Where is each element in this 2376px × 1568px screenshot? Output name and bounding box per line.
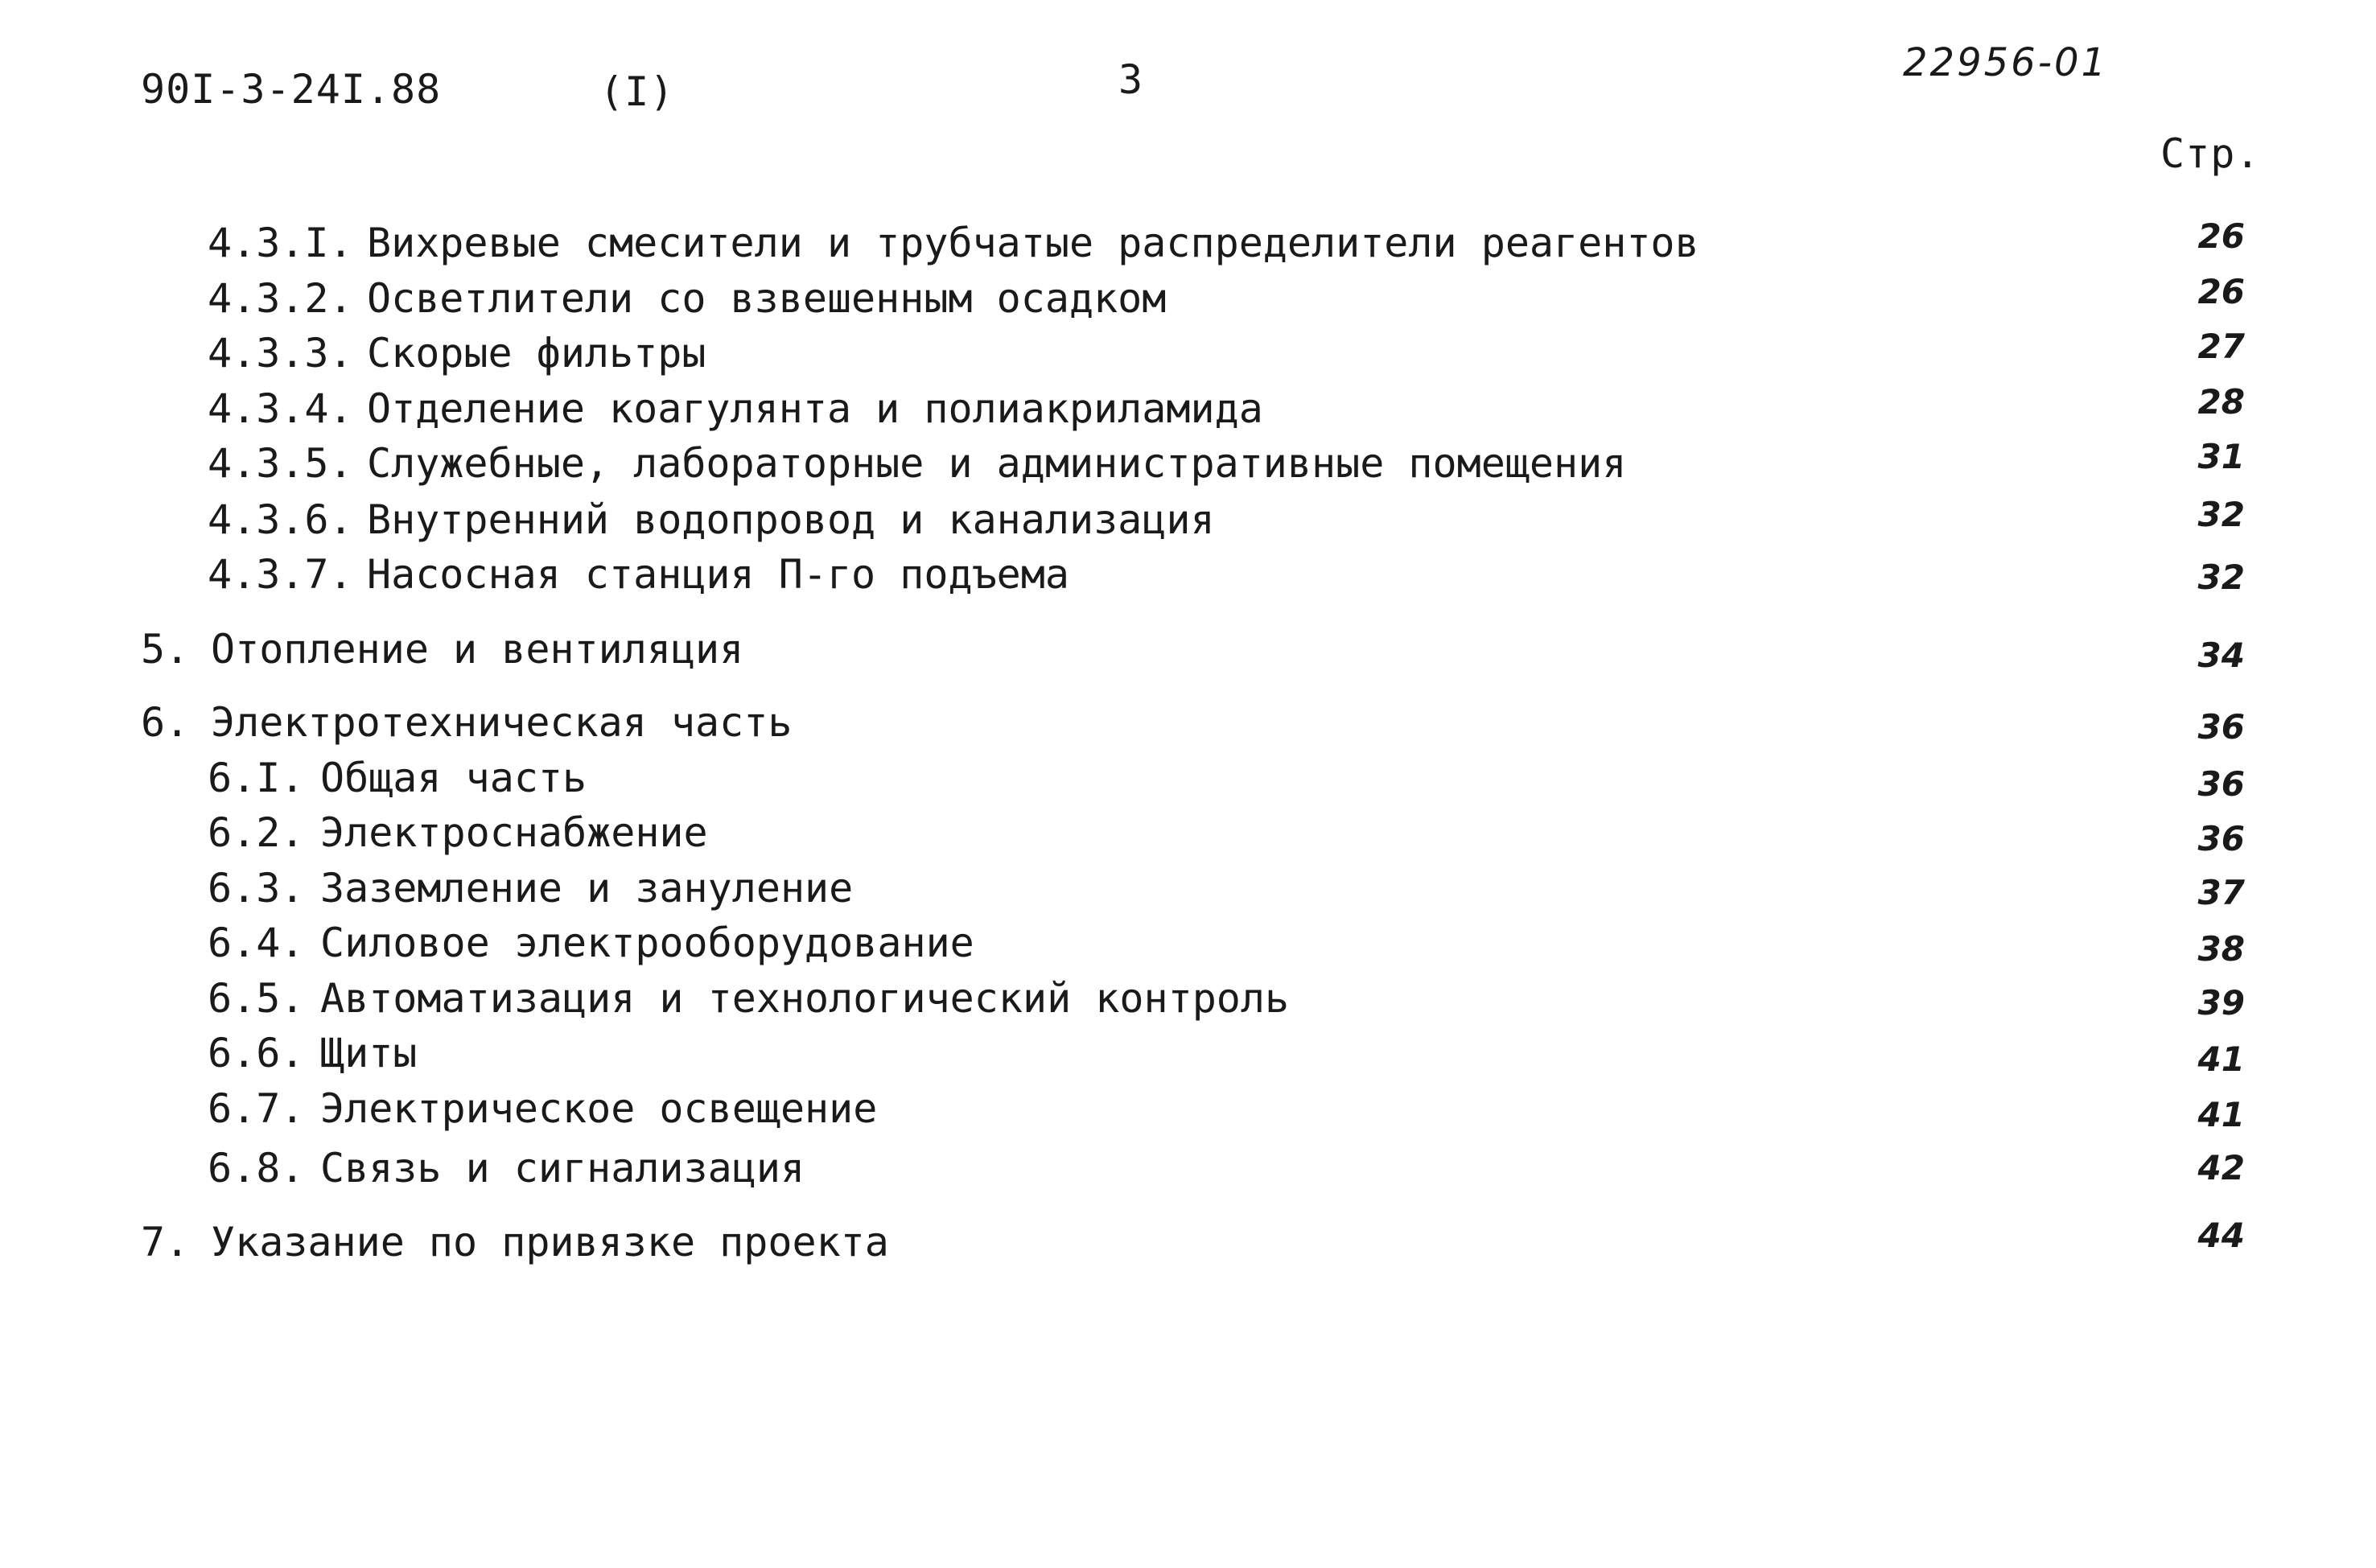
toc-entry-number: 6.2. (208, 809, 305, 856)
toc-entry (0, 625, 2376, 673)
toc-entry-number: 6.I. (208, 755, 305, 801)
toc-entry-title: Электротехническая часть (211, 699, 793, 746)
toc-entry (0, 919, 2376, 967)
document-part: (I) (599, 68, 675, 115)
toc-entry-number: 6.7. (208, 1085, 305, 1132)
toc-entry-page: 26 (2197, 272, 2245, 311)
toc-entry-page: 38 (2197, 929, 2245, 969)
toc-entry-number: 6.6. (208, 1030, 305, 1076)
toc-entry (0, 1029, 2376, 1077)
toc-entry (0, 496, 2376, 544)
toc-entry (0, 1084, 2376, 1133)
toc-entry-title: Отопление и вентиляция (211, 626, 744, 673)
toc-entry-page: 27 (2197, 327, 2245, 366)
toc-entry (0, 698, 2376, 747)
toc-entry-title: Отделение коагулянта и полиакриламида (367, 385, 1263, 432)
toc-entry (0, 216, 2376, 267)
toc-entry-title: Вихревые смесители и трубчатые распределители реагентов (367, 220, 1699, 266)
toc-entry (0, 550, 2376, 599)
toc-entry-page: 44 (2197, 1216, 2245, 1255)
toc-entry (0, 439, 2376, 488)
toc-entry-page: 34 (2197, 636, 2245, 675)
toc-entry-title: Автоматизация и технологический контроль (320, 975, 1290, 1022)
toc-entry-page: 41 (2197, 1095, 2245, 1134)
toc-entry (0, 1144, 2376, 1192)
toc-entry-title: Щиты (320, 1030, 418, 1076)
toc-entry-number: 6. (141, 699, 190, 746)
toc-entry-title: Внутренний водопровод и канализация (367, 496, 1215, 543)
toc-entry (0, 974, 2376, 1023)
toc-entry-title: Связь и сигнализация (320, 1145, 805, 1191)
toc-entry-title: Общая часть (320, 755, 587, 801)
toc-entry-title: Электрическое освещение (320, 1085, 878, 1132)
toc-entry-page: 39 (2197, 983, 2245, 1023)
toc-entry-number: 4.3.3. (208, 330, 353, 377)
toc-entry-title: Электроснабжение (320, 809, 708, 856)
page-column-label: Стр. (2160, 130, 2261, 177)
toc-entry-page: 36 (2197, 819, 2245, 858)
toc-entry (0, 1218, 2376, 1266)
toc-entry-page: 41 (2197, 1039, 2245, 1079)
toc-entry-title: Служебные, лабораторные и административные помещения (367, 440, 1627, 487)
toc-entry (0, 754, 2376, 802)
toc-entry-page: 31 (2197, 437, 2245, 476)
toc-entry-title: Насосная станция П-го подъема (367, 551, 1069, 598)
toc-entry-page: 37 (2197, 873, 2245, 912)
toc-entry-page: 28 (2197, 382, 2245, 422)
toc-entry-number: 6.8. (208, 1145, 305, 1191)
toc-entry-number: 4.3.4. (208, 385, 353, 432)
toc-entry (0, 274, 2376, 323)
toc-entry-page: 26 (2197, 216, 2245, 256)
document-code: 90I-3-24I.88 (141, 66, 442, 113)
toc-entry-number: 5. (141, 626, 190, 673)
document-number: 22956-01 (1903, 40, 2109, 85)
toc-entry-number: 4.3.I. (208, 220, 353, 266)
toc-entry (0, 864, 2376, 912)
toc-entry-number: 6.3. (208, 865, 305, 912)
page-number: 3 (1118, 56, 1144, 103)
toc-entry-page: 42 (2197, 1148, 2245, 1187)
toc-entry-number: 4.3.6. (208, 496, 353, 543)
toc-entry-number: 6.5. (208, 975, 305, 1022)
toc-entry-title: Силовое электрооборудование (320, 920, 974, 966)
toc-entry-page: 36 (2197, 764, 2245, 804)
toc-entry-page: 32 (2197, 558, 2245, 597)
toc-entry-title: Скорые фильтры (367, 330, 706, 377)
toc-entry (0, 329, 2376, 377)
toc-entry-number: 6.4. (208, 920, 305, 966)
toc-entry-number: 4.3.7. (208, 551, 353, 598)
toc-entry-number: 4.3.5. (208, 440, 353, 487)
toc-entry-title: Осветлители со взвешенным осадком (367, 275, 1167, 322)
toc-entry-number: 7. (141, 1219, 190, 1266)
toc-entry-page: 36 (2197, 707, 2245, 747)
toc-entry-page: 32 (2197, 495, 2245, 534)
toc-entry-title: Указание по привязке проекта (211, 1219, 889, 1266)
toc-entry (0, 809, 2376, 857)
toc-entry-number: 4.3.2. (208, 275, 353, 322)
toc-entry-title: Заземление и зануление (320, 865, 854, 912)
toc-entry (0, 382, 2376, 433)
